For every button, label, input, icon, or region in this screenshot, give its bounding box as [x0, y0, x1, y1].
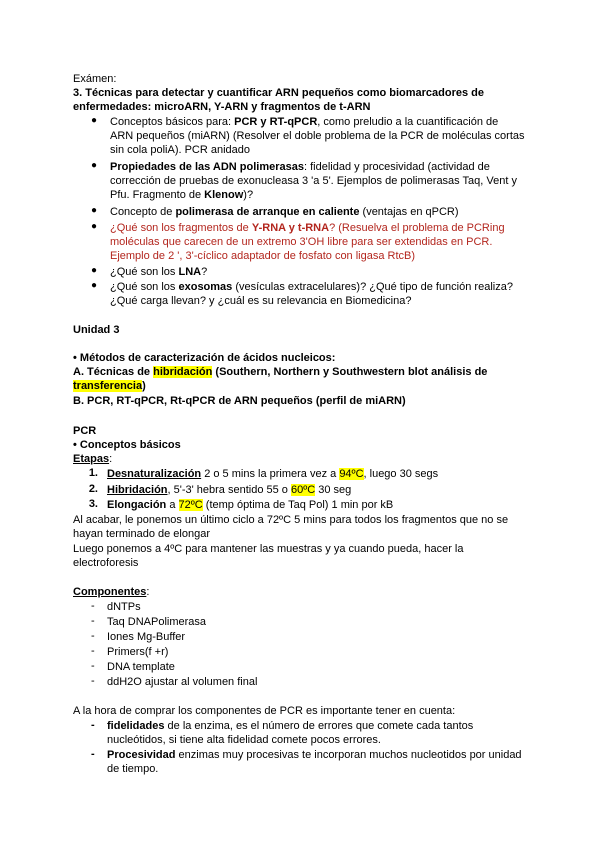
dash-icon: - — [91, 719, 95, 731]
unit-b-line: B. PCR, RT-qPCR, Rt-qPCR de ARN pequeños (perfil de miARN) — [73, 395, 406, 407]
exam-item-4-line3: Ejemplo de 2 ', 3'-cíclico adaptador de fosfato con ligasa RtcB) — [110, 250, 416, 262]
bullet-icon: ● — [91, 221, 98, 232]
dash-icon: - — [91, 660, 95, 672]
dash-icon: - — [91, 748, 95, 760]
comparison-intro: A la hora de comprar los componentes de PCR es importante tener en cuenta: — [73, 705, 456, 717]
stage-number: 3. — [88, 498, 98, 510]
exam-item-2-line2: corrección de pruebas de exonucleasa 3 'a 5'. Ejemplos de polimerasas Taq, Vent y — [110, 175, 517, 187]
exam-item-6: ¿Qué son los exosomas (vesículas extracelulares)? ¿Qué tipo de función realiza? — [110, 281, 513, 293]
exam-item-1-line2: ARN pequeños (miARN) (Resolver el doble problema de la PCR de moléculas cortas — [110, 130, 525, 142]
pcr-stage-3: Elongación a 72ºC (temp óptima de Taq Pol) 1 min por kB — [107, 499, 394, 511]
component-item: Taq DNAPolimerasa — [107, 616, 207, 628]
exam-item-1-line3: sin cola poliA). PCR anidado — [110, 144, 251, 156]
pcr-after-line4: electroforesis — [73, 557, 139, 569]
component-item: dNTPs — [107, 601, 141, 613]
component-item: Iones Mg-Buffer — [107, 631, 186, 643]
comparison-item-2-line2: de tiempo. — [107, 763, 159, 775]
stage-number: 1. — [88, 467, 98, 479]
component-item: DNA template — [107, 661, 175, 673]
bullet-icon: ● — [91, 280, 98, 291]
unit-a-line1: A. Técnicas de hibridación (Southern, Northern y Southwestern blot análisis de — [73, 366, 488, 378]
exam-title-line2: enfermedades: microARN, Y-ARN y fragmentos de t-ARN — [73, 101, 371, 113]
pcr-after-line1: Al acabar, le ponemos un último ciclo a 72ºC 5 mins para todos los fragmentos que no se — [73, 514, 509, 526]
comparison-item-2: Procesividad enzimas muy procesivas te incorporan muchos nucleotidos por unidad — [107, 749, 522, 761]
pcr-stage-1: Desnaturalización 2 o 5 mins la primera vez a 94ºC, luego 30 segs — [107, 468, 439, 480]
pcr-stage-2: Hibridación, 5'-3' hebra sentido 55 o 60ºC 30 seg — [107, 484, 352, 496]
highlight-transferencia: transferencia — [73, 380, 143, 392]
comparison-item-1: fidelidades de la enzima, es el número de errores que comete cada tantos — [107, 720, 474, 732]
components-title: Componentes: — [73, 586, 150, 598]
unit-title: Unidad 3 — [73, 324, 120, 336]
exam-item-2-line3: Pfu. Fragmento de Klenow)? — [110, 189, 254, 201]
exam-item-4: ¿Qué son los fragmentos de Y-RNA y t-RNA? (Resuelva el problema de PCRing — [110, 222, 505, 234]
component-item: Primers(f +r) — [107, 646, 169, 658]
component-item: ddH2O ajustar al volumen final — [107, 676, 258, 688]
pcr-stages-label: Etapas: — [73, 453, 113, 465]
pcr-after-line2: hayan terminado de elongar — [73, 528, 210, 540]
unit-methods: • Métodos de caracterización de ácidos nucleicos: — [73, 352, 336, 364]
exam-item-2: Propiedades de las ADN polimerasas: fidelidad y procesividad (actividad de — [110, 161, 490, 173]
pcr-title: PCR — [73, 425, 97, 437]
exam-item-6-line2: ¿Qué carga llevan? y ¿cuál es su relevancia en Biomedicina? — [110, 295, 412, 307]
exam-item-4-line2: moléculas que carecen de un extremo 3'OH libre para ser extendidas en PCR. — [110, 236, 493, 248]
stage-number: 2. — [88, 483, 98, 495]
dash-icon: - — [91, 675, 95, 687]
comparison-item-1-line2: nucleótidos, si tiene alta fidelidad comete pocos errores. — [107, 734, 381, 746]
bullet-icon: ● — [91, 160, 98, 171]
exam-label: Exámen: — [73, 73, 117, 85]
exam-title-line1: 3. Técnicas para detectar y cuantificar ARN pequeños como biomarcadores de — [73, 87, 485, 99]
bullet-icon: ● — [91, 115, 98, 126]
dash-icon: - — [91, 645, 95, 657]
dash-icon: - — [91, 630, 95, 642]
dash-icon: - — [91, 615, 95, 627]
bullet-icon: ● — [91, 265, 98, 276]
dash-icon: - — [91, 600, 95, 612]
pcr-after-line3: Luego ponemos a 4ºC para mantener las muestras y ya cuando pueda, hacer la — [73, 543, 464, 555]
exam-item-3: Concepto de polimerasa de arranque en caliente (ventajas en qPCR) — [110, 206, 459, 218]
highlight-hibridacion: hibridación — [153, 366, 213, 378]
pcr-basics: • Conceptos básicos — [73, 439, 181, 451]
bullet-icon: ● — [91, 205, 98, 216]
exam-item-5: ¿Qué son los LNA? — [110, 266, 208, 278]
unit-a-line2: transferencia) — [73, 380, 146, 392]
exam-item-1: Conceptos básicos para: PCR y RT-qPCR, como preludio a la cuantificación de — [110, 116, 499, 128]
